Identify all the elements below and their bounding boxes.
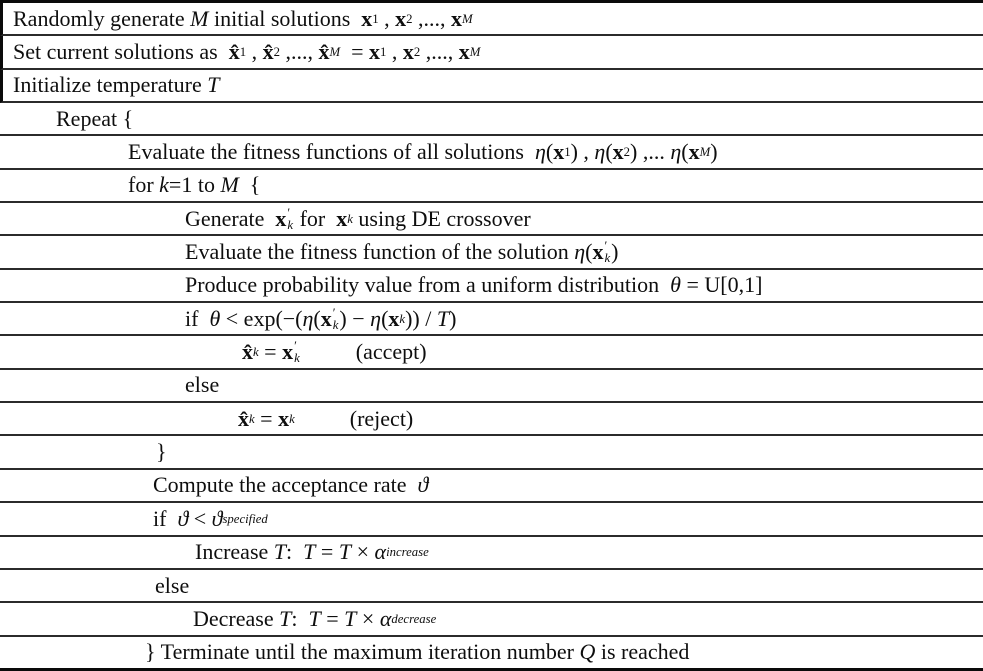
pseudocode-line-15: [0, 470, 983, 503]
math-sup-sub-stack: [604, 240, 610, 264]
text-segment: (accept): [300, 339, 427, 365]
text-segment: if: [153, 505, 178, 531]
pseudocode-line-17: Increase T : T = T × α increase: [0, 537, 983, 570]
math-variable: η: [670, 139, 682, 165]
text-segment: ) ,...: [630, 139, 671, 165]
pseudocode-line-16: if ϑ < ϑ specified: [0, 503, 983, 536]
math-subscript: k: [287, 217, 294, 232]
text-segment: } Terminate until the maximum iteration number: [145, 639, 580, 665]
pseudocode-line-20: [0, 637, 983, 668]
math-variable: α: [379, 605, 392, 631]
math-variable: T: [273, 539, 287, 565]
math-vector: x: [275, 205, 287, 231]
math-vector: x: [320, 305, 332, 331]
math-vector: x̂: [228, 39, 240, 65]
text-segment: (: [605, 139, 613, 165]
math-variable: η: [302, 305, 314, 331]
text-segment: ) −: [339, 305, 371, 331]
text-segment: (reject): [294, 405, 414, 431]
text-segment: Repeat {: [56, 105, 134, 131]
text-segment: ,: [246, 39, 263, 65]
text-segment: }: [156, 439, 167, 465]
math-vector: x̂: [262, 39, 274, 65]
math-vector: x: [451, 5, 463, 31]
math-sup-sub-stack: [287, 207, 293, 231]
pseudocode-line-12: [0, 370, 983, 403]
math-sup-sub-stack: [294, 340, 300, 364]
math-variable: T: [279, 605, 292, 631]
text-segment: Generate: [185, 205, 276, 231]
math-vector: x: [458, 39, 470, 65]
text-segment: {: [238, 172, 261, 198]
text-segment: ,: [386, 39, 403, 65]
text-segment: <: [188, 505, 212, 531]
math-variable: T: [308, 605, 321, 631]
text-segment: Initialize temperature: [13, 72, 208, 98]
math-subscript: k: [604, 251, 611, 266]
text-segment: (: [585, 239, 593, 265]
text-segment: Increase: [195, 539, 274, 565]
text-segment: ,...,: [420, 39, 459, 65]
math-variable: M: [220, 172, 239, 198]
math-variable: Q: [579, 639, 596, 665]
math-variable: k: [159, 172, 169, 198]
math-vector: x̂: [238, 405, 249, 431]
text-segment: =: [315, 539, 339, 565]
text-segment: (: [381, 305, 389, 331]
text-segment: ,...,: [412, 5, 452, 31]
text-segment: for: [294, 205, 337, 231]
text-segment: = U[0,1]: [680, 272, 763, 298]
math-vector: x: [688, 139, 700, 165]
math-vector: x: [282, 339, 294, 365]
math-sup-sub-stack: [333, 307, 339, 331]
text-segment: Evaluate the fitness functions of all solutions: [128, 139, 535, 165]
text-segment: Evaluate the fitness function of the solution: [185, 239, 575, 265]
math-vector: x: [592, 239, 604, 265]
pseudocode-line-11: x̂ k = x ′ k (accept): [0, 336, 983, 369]
math-variable: η: [594, 139, 606, 165]
text-segment: ): [611, 239, 619, 265]
math-variable: T: [436, 305, 450, 331]
math-variable: T: [207, 72, 220, 98]
text-segment: )) /: [405, 305, 437, 331]
text-segment: ×: [351, 539, 375, 565]
math-variable: ϑ: [211, 505, 223, 531]
text-segment: initial solutions: [208, 5, 362, 31]
pseudocode-line-9: [0, 270, 983, 303]
text-segment: Decrease: [193, 605, 280, 631]
pseudocode-line-13: x̂ k = x k (reject): [0, 403, 983, 436]
math-variable: T: [338, 539, 352, 565]
text-segment: (: [545, 139, 554, 165]
text-segment: =: [254, 405, 279, 431]
text-segment: else: [155, 572, 190, 598]
text-segment: =: [320, 605, 345, 631]
text-segment: ,...,: [279, 39, 319, 65]
text-segment: ): [449, 305, 457, 331]
math-prime: ′: [294, 338, 297, 353]
math-vector: x: [395, 5, 407, 31]
text-segment: Compute the acceptance rate: [153, 472, 418, 498]
math-vector: x: [612, 139, 624, 165]
pseudocode-line-6: [0, 170, 983, 203]
text-segment: (: [681, 139, 689, 165]
text-segment: ×: [356, 605, 380, 631]
math-prime: ′: [287, 205, 291, 220]
math-vector: x: [388, 305, 400, 331]
pseudocode-line-18: [0, 570, 983, 603]
math-variable: ϑ: [417, 472, 429, 498]
math-vector: x: [369, 39, 380, 65]
text-segment: for: [128, 172, 160, 198]
text-segment: (: [313, 305, 321, 331]
pseudocode-line-8: [0, 236, 983, 269]
text-segment: if: [185, 305, 210, 331]
pseudocode-line-3: [0, 70, 983, 103]
math-variable: T: [344, 605, 357, 631]
text-segment: Produce probability value from a uniform distribution: [185, 272, 671, 298]
text-segment: =: [340, 39, 369, 65]
text-segment: < exp(−(: [220, 305, 303, 331]
math-vector: x̂: [318, 39, 330, 65]
text-segment: else: [185, 372, 220, 398]
text-segment: is reached: [595, 639, 690, 665]
math-variable: η: [574, 239, 586, 265]
text-segment: ) ,: [570, 139, 595, 165]
text-segment: =: [258, 339, 283, 365]
math-vector: x̂: [242, 339, 253, 365]
math-vector: x: [402, 39, 414, 65]
math-variable: ϑ: [177, 505, 189, 531]
text-segment: :: [286, 539, 304, 565]
math-variable: η: [370, 305, 382, 331]
math-vector: x: [553, 139, 565, 165]
text-segment: ,: [378, 5, 396, 31]
math-variable: θ: [209, 305, 221, 331]
math-subscript: k: [294, 351, 300, 366]
math-variable: M: [190, 5, 209, 31]
text-segment: :: [291, 605, 309, 631]
math-variable: α: [374, 539, 387, 565]
math-variable: T: [303, 539, 316, 565]
math-vector: x: [336, 205, 348, 231]
text-segment: =1 to: [168, 172, 221, 198]
pseudocode-line-2: Set current solutions as x̂ 1 , x̂ 2 ,..., x̂ M = x 1 , x 2 ,..., x M: [0, 36, 983, 69]
pseudocode-line-10: if θ < exp(−( η ( x ′ k ) − η ( x k )) / T ): [0, 303, 983, 336]
text-segment: Set current solutions as: [13, 39, 229, 65]
pseudocode-line-19: Decrease T : T = T × α decrease: [0, 603, 983, 636]
text-segment: using DE crossover: [352, 205, 531, 231]
math-vector: x: [361, 5, 373, 31]
pseudocode-line-14: [0, 436, 983, 469]
math-variable: η: [534, 139, 546, 165]
math-variable: θ: [670, 272, 681, 298]
text-segment: Randomly generate: [13, 5, 191, 31]
math-prime: ′: [604, 238, 608, 253]
pseudocode-line-1: Randomly generate M initial solutions x 1 , x 2 ,..., x M: [0, 3, 983, 36]
math-prime: ′: [332, 305, 336, 320]
math-vector: x: [278, 405, 290, 431]
pseudocode-line-4: [0, 103, 983, 136]
text-segment: ): [710, 139, 718, 165]
pseudocode-line-5: Evaluate the fitness functions of all solutions η ( x 1 ) , η ( x 2 ) ,... η ( x M ): [0, 136, 983, 169]
math-subscript: k: [332, 317, 339, 332]
pseudocode-line-7: Generate x ′ k for x k using DE crossover: [0, 203, 983, 236]
